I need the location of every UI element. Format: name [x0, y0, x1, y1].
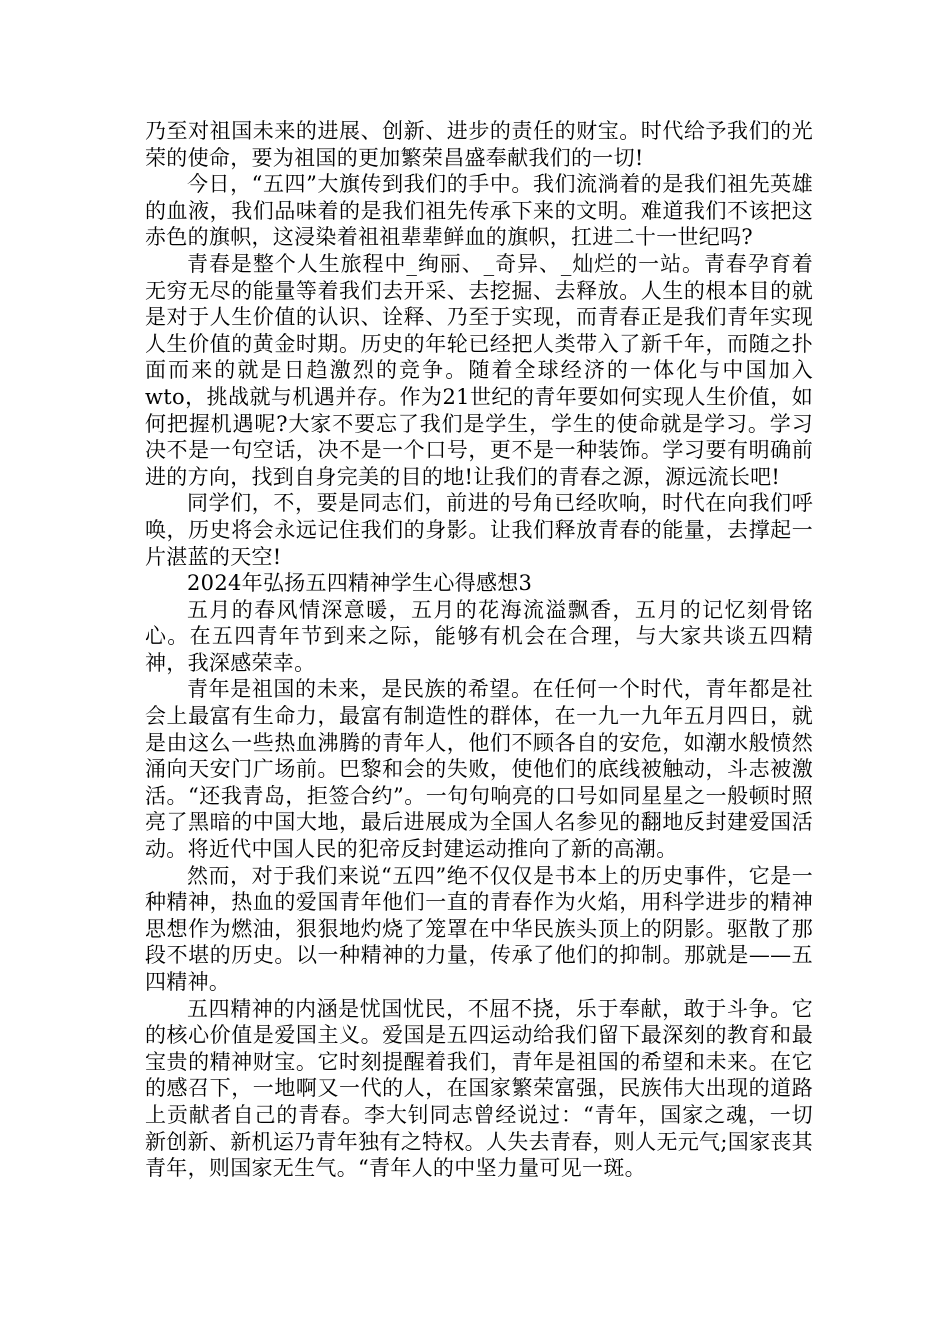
paragraph-spirit-meaning: 五四精神的内涵是忧国忧民，不屈不挠，乐于奉献，敢于斗争。它的核心价值是爱国主义。爱国是五四运动给我们留下最深刻的教育和最宝贵的精神财宝。它时刻提醒着我们，青年是祖国的希望和未来。在它的感召下，一地啊又一代的人，在国家繁荣富强，民族伟大出现的道路上贡献者自己的青春。李大钊同志曾经说过：“青年，国家之魂，一切新创新、新机运乃青年独有之特权。人失去青春，则人无元气;国家丧其青年，则国家无生气。“青年人的中坚力量可见一斑。: [145, 996, 813, 1181]
paragraph-wusi-spirit: 然而，对于我们来说“五四”绝不仅仅是书本上的历史事件，它是一种精神，热血的爱国青年他们一直的青春作为火焰，用科学进步的精神思想作为燃油，狠狠地灼烧了笼罩在中华民族头顶上的阴影。驱散了那段不堪的历史。以一种精神的力量，传承了他们的抑制。那就是——五四精神。: [145, 863, 813, 994]
paragraph-youth-journey: 青春是整个人生旅程中_绚丽、_奇异、_灿烂的一站。青春孕育着无穷无尽的能量等着我们去开采、去挖掘、去释放。人生的根本目的就是对于人生价值的认识、诠释、乃至于实现，而青春正是我们青年实现人生价值的黄金时期。历史的年轮已经把人类带入了新千年，而随之扑面而来的就是日趋激烈的竞争。随着全球经济的一体化与中国加入wto，挑战就与机遇并存。作为21世纪的青年要如何实现人生价值，如何把握机遇呢?大家不要忘了我们是学生，学生的使命就是学习。学习决不是一句空话，决不是一个口号，更不是一种装饰。学习要有明确前进的方向，找到自身完美的目的地!让我们的青春之源，源远流长吧!: [145, 251, 813, 489]
document-page: [145, 118, 813, 1182]
paragraph-continuation: 乃至对祖国未来的进展、创新、进步的责任的财宝。时代给予我们的光荣的使命，要为祖国的更加繁荣昌盛奉献我们的一切!: [145, 119, 813, 170]
section-heading: 2024年弘扬五四精神学生心得感想3: [187, 571, 533, 596]
paragraph-may-spring: 五月的春风情深意暖，五月的花海流溢飘香，五月的记忆刻骨铭心。在五四青年节到来之际，能够有机会在合理，与大家共谈五四精神，我深感荣幸。: [145, 597, 813, 675]
paragraph-youth-future: 青年是祖国的未来，是民族的希望。在任何一个时代，青年都是社会上最富有生命力，最富有制造性的群体，在一九一九年五月四日，就是由这么一些热血沸腾的青年人，他们不顾各自的安危，如潮水般愤然涌向天安门广场前。巴黎和会的失败，使他们的底线被触动，斗志被激活。“还我青岛，拒签合约”。一句句响亮的口号如同星星之一般顿时照亮了黑暗的中国大地，最后进展成为全国人名参见的翻地反封建爱国活动。将近代中国人民的犯帝反封建运动推向了新的高潮。: [145, 677, 813, 862]
paragraph-comrades: 同学们，不，要是同志们，前进的号角已经吹响，时代在向我们呼唤，历史将会永远记住我们的身影。让我们释放青春的能量，去撑起一片湛蓝的天空!: [145, 491, 813, 569]
paragraph-wusi-flag: 今日，“五四”大旗传到我们的手中。我们流淌着的是我们祖先英雄的血液，我们品味着的是我们祖先传承下来的文明。难道我们不该把这赤色的旗帜，这浸染着祖祖辈辈鲜血的旗帜，扛进二十一世纪吗?: [145, 172, 813, 250]
